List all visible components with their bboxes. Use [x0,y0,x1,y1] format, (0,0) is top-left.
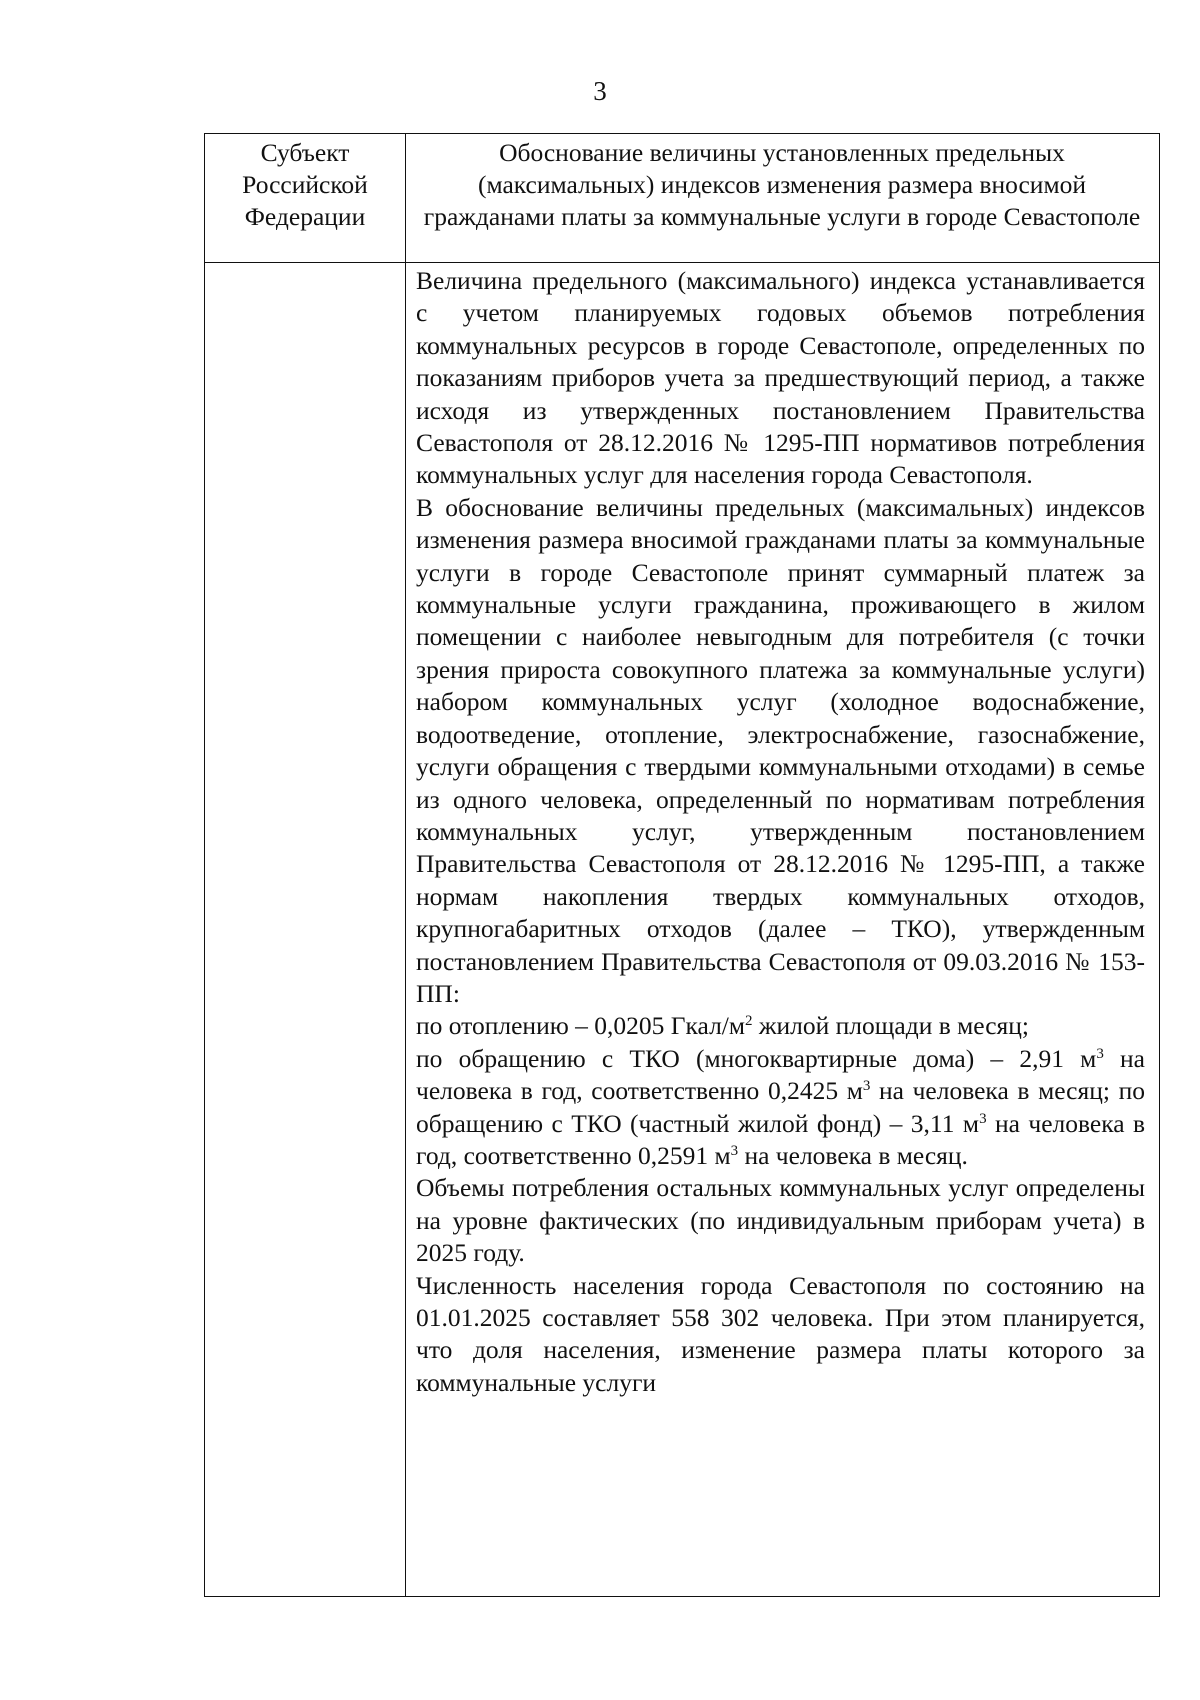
column-header-justification: Обоснование величины установленных предельных (максимальных) индексов изменения размера вносимой гражданами платы за коммунальные услуги в городе Севастополе [423,138,1141,231]
justification-table [204,133,1160,1597]
paragraph-payment-basis: В обоснование величины предельных (максимальных) индексов изменения размера вносимой гражданами платы за коммунальные услуги в городе Севастополе принят суммарный платеж за коммунальные услуги гражданина, проживающего в жилом помещении с наиболее невыгодным для потребителя (с точки зрения прироста совокупного платежа за коммунальные услуги) набором коммунальных услуг (холодное водоснабжение, водоотведение, отопление, электроснабжение, газоснабжение, услуги обращения с твердыми коммунальными отходами) в семье из одного человека, определенный по нормативам потребления коммунальных услуг, утвержденным постановлением Правительства Севастополя от 28.12.2016 № 1295-ПП, а также нормам накопления твердых коммунальных отходов, крупногабаритных отходов (далее – ТКО), утвержденным постановлением Правительства Севастополя от 09.03.2016 № 153-ПП: [416,492,1145,1008]
column-header-subject: Субъект Российской Федерации [242,138,368,231]
paragraph-heating-norm: по отоплению – 0,0205 Гкал/$м^2$ жилой площади в месяц; [416,1011,1030,1041]
header-row-divider [205,262,1159,263]
paragraph-waste-norm: по обращению с ТКО (многоквартирные дома) – 2,91 $м^3$ на человека в год, соответственно 0,2425 $м^3$ на человека в месяц; по обращению с ТКО (частный жилой фонд) – 3,11 $м^3$ на человека в год, соответственно 0,2591 $м^3$ на человека в месяц. [416,1043,1145,1170]
page-number: 3 [593,76,607,106]
paragraph-index-basis: Величина предельного (максимального) индекса устанавливается с учетом планируемых годовых объемов потребления коммунальных ресурсов в городе Севастополе, определенных по показаниям приборов учета за предшествующий период, а также исходя из утвержденных постановлением Правительства Севастополя от 28.12.2016 № 1295-ПП нормативов потребления коммунальных услуг для населения города Севастополя. [416,266,1145,490]
paragraph-other-volumes: Объемы потребления остальных коммунальных услуг определены на уровне фактических (по индивидуальным приборам учета) в 2025 году. [416,1173,1145,1268]
column-divider [405,134,406,1596]
justification-text-cell [416,265,1145,1595]
paragraph-population: Численность населения города Севастополя по состоянию на 01.01.2025 составляет 558 302 человека. При этом планируется, что доля населения, изменение размера платы которого за коммунальные услуги [416,1270,1145,1397]
